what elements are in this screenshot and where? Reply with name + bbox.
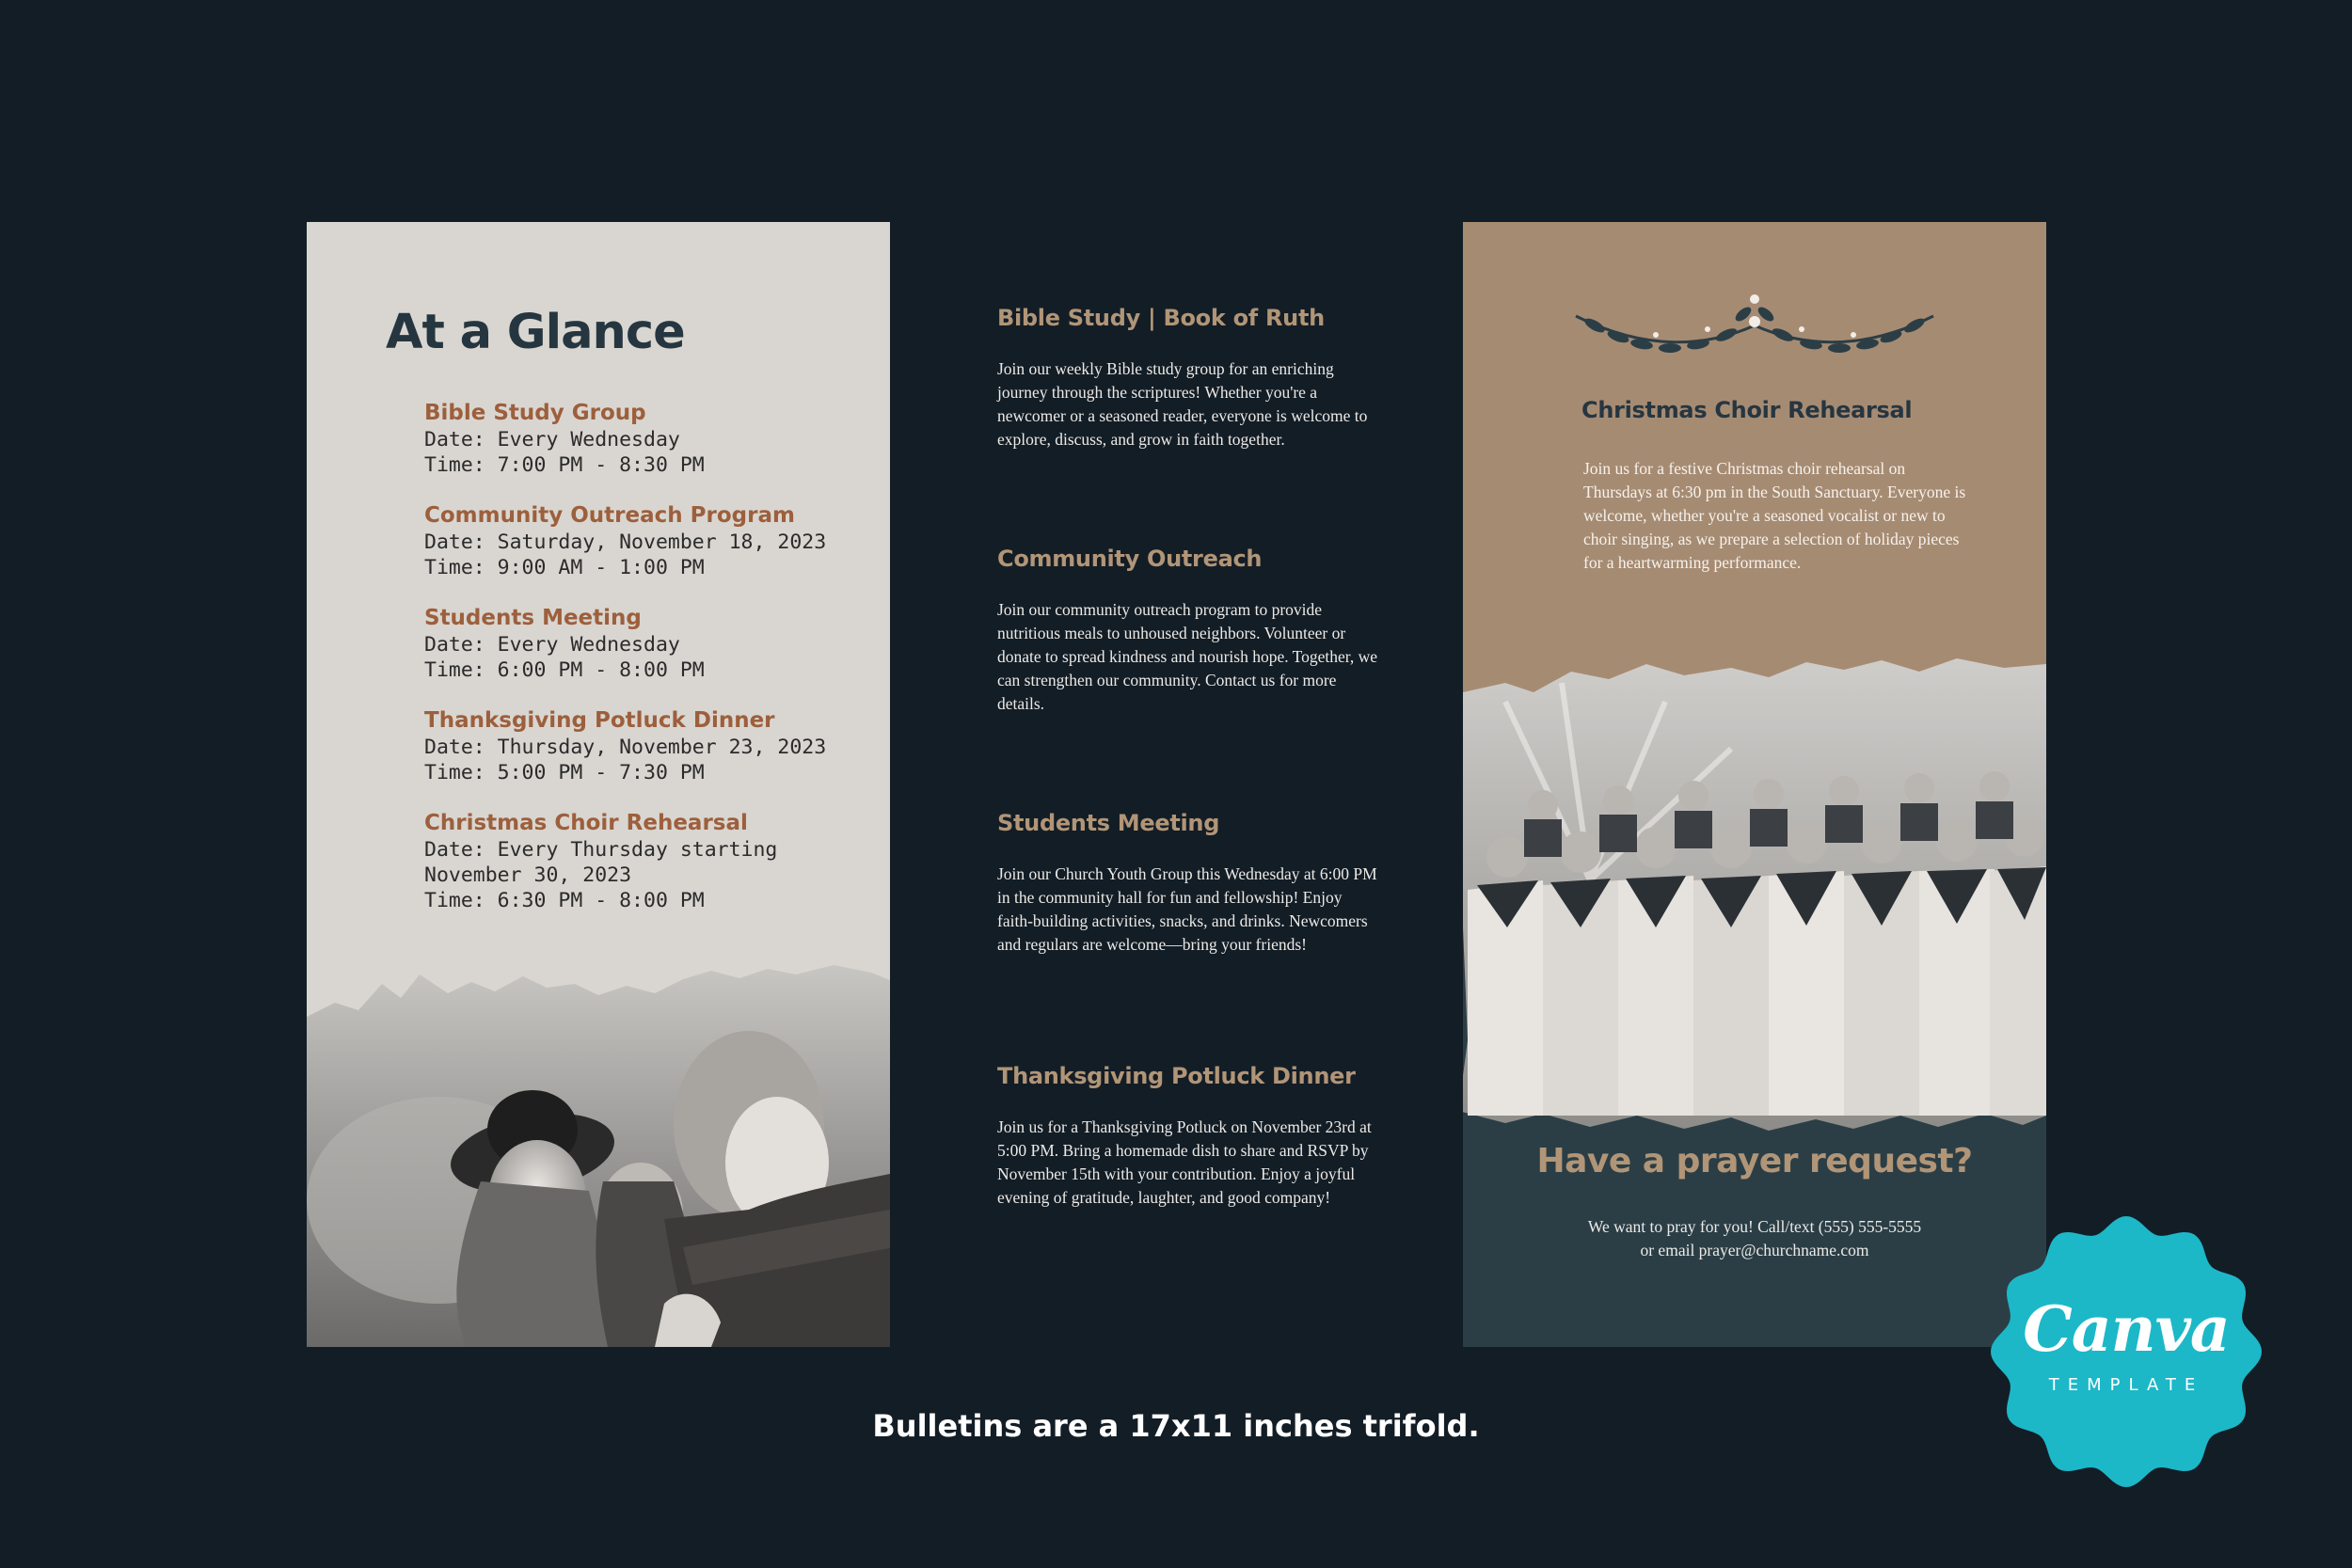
event-name: Community Outreach Program bbox=[424, 503, 795, 528]
event-item bbox=[424, 399, 866, 478]
event-item bbox=[424, 706, 866, 785]
thanksgiving-section bbox=[997, 1063, 1378, 1210]
section-heading: Bible Study | Book of Ruth bbox=[997, 305, 1325, 331]
section-body: Join us for a Thanksgiving Potluck on November 23rd at 5:00 PM. Bring a homemade dish to share and RSVP by November 15th with your contribution. Enjoy a joyful evening of gratitude, laughter, and good company! bbox=[997, 1117, 1372, 1207]
event-item bbox=[424, 809, 866, 913]
event-date: Date: Every Wednesday bbox=[424, 428, 680, 451]
bulletin-size-caption: Bulletins are a 17x11 inches trifold. bbox=[872, 1408, 1480, 1444]
event-name: Bible Study Group bbox=[424, 401, 646, 425]
event-name: Christmas Choir Rehearsal bbox=[424, 811, 748, 835]
event-list bbox=[424, 399, 866, 937]
students-meeting-section bbox=[997, 810, 1378, 957]
community-outreach-section bbox=[997, 546, 1378, 716]
event-date: Date: Every Thursday starting bbox=[424, 838, 778, 862]
choir-heading: Christmas Choir Rehearsal bbox=[1581, 397, 1913, 423]
prayer-contact-line1: We want to pray for you! Call/text (555) 555-5555 bbox=[1587, 1217, 1922, 1236]
event-time: Time: 7:00 PM - 8:30 PM bbox=[424, 453, 705, 477]
event-item bbox=[424, 501, 866, 580]
event-item bbox=[424, 604, 866, 683]
section-heading: Students Meeting bbox=[997, 810, 1220, 836]
canva-template-badge bbox=[1990, 1215, 2263, 1488]
at-a-glance-panel bbox=[307, 222, 890, 1347]
event-time: Time: 6:30 PM - 8:00 PM bbox=[424, 889, 705, 912]
event-name: Thanksgiving Potluck Dinner bbox=[424, 708, 775, 733]
event-date-continued: November 30, 2023 bbox=[424, 863, 632, 887]
event-time: Time: 5:00 PM - 7:30 PM bbox=[424, 761, 705, 784]
choir-singing-photo bbox=[1463, 645, 2046, 1172]
choir-panel bbox=[1463, 222, 2046, 1347]
template-label: TEMPLATE bbox=[2048, 1375, 2204, 1395]
at-a-glance-title: At a Glance bbox=[386, 305, 685, 360]
event-name: Students Meeting bbox=[424, 606, 642, 630]
events-detail-panel bbox=[978, 222, 1383, 1347]
women-laughing-photo bbox=[307, 965, 890, 1347]
choir-body: Join us for a festive Christmas choir rehearsal on Thursdays at 6:30 pm in the South Sanctuary. Everyone is welcome, whether you're a seasoned vocalist or new to choir singing, as we prepare a selection of holiday pieces for a heartwarming performance. bbox=[1583, 459, 1966, 572]
event-time: Time: 6:00 PM - 8:00 PM bbox=[424, 658, 705, 682]
canva-logo-text: Canva bbox=[2023, 1292, 2230, 1366]
section-body: Join our community outreach program to provide nutritious meals to unhoused neighbors. Volunteer or donate to spread kindness and nourish hope. Together, we can strengthen our community. Contact us for more details. bbox=[997, 600, 1378, 713]
prayer-request-heading: Have a prayer request? bbox=[1536, 1142, 1973, 1180]
section-heading: Community Outreach bbox=[997, 546, 1263, 572]
section-body: Join our Church Youth Group this Wednesday at 6:00 PM in the community hall for fun and fellowship! Enjoy faith-building activities, snacks, and drinks. Newcomers and regulars are welcome—bring your friends! bbox=[997, 864, 1377, 954]
prayer-contact-text bbox=[1463, 1215, 2046, 1262]
section-heading: Thanksgiving Potluck Dinner bbox=[997, 1063, 1356, 1089]
bible-study-section bbox=[997, 305, 1378, 451]
event-date: Date: Every Wednesday bbox=[424, 633, 680, 657]
prayer-contact-line2: or email prayer@churchname.com bbox=[1640, 1241, 1869, 1259]
holly-garland-icon bbox=[1566, 288, 1943, 372]
event-date: Date: Saturday, November 18, 2023 bbox=[424, 531, 827, 554]
section-body: Join our weekly Bible study group for an enriching journey through the scriptures! Whether you're a newcomer or a seasoned reader, everyone is welcome to explore, discuss, and grow in faith together. bbox=[997, 359, 1368, 449]
event-date: Date: Thursday, November 23, 2023 bbox=[424, 736, 827, 759]
event-time: Time: 9:00 AM - 1:00 PM bbox=[424, 556, 705, 579]
